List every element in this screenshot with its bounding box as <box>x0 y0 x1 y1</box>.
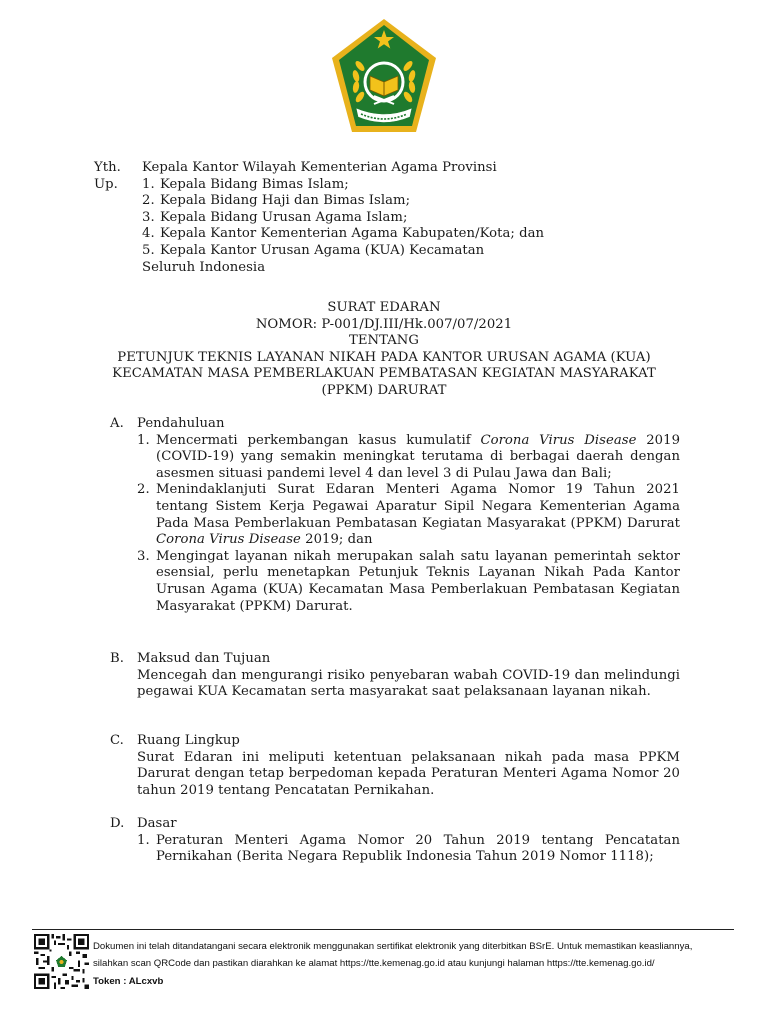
qr-code-icon[interactable] <box>34 934 89 989</box>
signature-notice-line: Dokumen ini telah ditandatangani secara elektronik menggunakan sertifikat elektronik yang diterbitkan BSrE. Untuk memastikan keasliannya, <box>93 941 693 952</box>
document-title <box>80 300 688 400</box>
address-item-row <box>94 210 694 227</box>
section-letter: D. <box>110 816 125 831</box>
section-heading <box>110 416 680 433</box>
section-title: Pendahuluan <box>137 416 225 431</box>
list-item-text: Menindaklanjuti Surat Edaran Menteri Agama Nomor 19 Tahun 2021 tentang Sistem Kerja Pegawai Aparatur Sipil Negara Kementerian Agama Pada Masa Pemberlakuan Pembatasan Kegiatan Masyarakat (PPKM) Darurat Corona Virus Disease 2019; dan <box>156 482 680 548</box>
list-item-number: 1. <box>137 432 150 448</box>
section-c <box>110 733 680 799</box>
list-item-text: Peraturan Menteri Agama Nomor 20 Tahun 2019 tentang Pencatatan Pernikahan (Berita Negara Republik Indonesia Tahun 2019 Nomor 1118); <box>156 832 680 865</box>
section-d <box>110 816 680 866</box>
yth-label: Yth. <box>94 160 121 175</box>
section-title: Ruang Lingkup <box>137 733 240 748</box>
address-item-text: Kepala Kantor Kementerian Agama Kabupaten/Kota; dan <box>160 226 545 242</box>
section-heading <box>110 651 680 668</box>
verification-token: Token : ALcxvb <box>93 975 164 987</box>
address-item-text: Kepala Kantor Urusan Agama (KUA) Kecamatan <box>160 242 485 258</box>
section-title: Maksud dan Tujuan <box>137 651 271 666</box>
section-body <box>110 833 680 866</box>
yth-text: Kepala Kantor Wilayah Kementerian Agama Provinsi <box>142 160 497 175</box>
list-item-text: Mencermati perkembangan kasus kumulatif Corona Virus Disease 2019 (COVID-19) yang semakin meningkat terutama di berbagai daerah dengan asesmen situasi pandemi level 4 dan level 3 di Pulau Jawa dan Bali; <box>156 432 681 481</box>
address-item-row <box>94 226 694 243</box>
section-title: Dasar <box>137 816 177 831</box>
list-item <box>137 433 680 483</box>
address-item-number: 1. <box>142 176 155 192</box>
section-letter: C. <box>110 733 124 748</box>
section-body <box>110 433 680 616</box>
section-b <box>110 651 680 701</box>
signature-notice-line: silahkan scan QRCode dan pastikan diarahkan ke alamat https://tte.kemenag.go.id atau kunjungi halaman https://tte.kemenag.go.id/ <box>93 958 655 970</box>
title-line: SURAT EDARAN <box>327 300 441 315</box>
title-line: TENTANG <box>349 333 419 349</box>
address-yth-row <box>94 160 694 177</box>
address-item-row <box>94 193 694 210</box>
address-item-number: 4. <box>142 226 155 242</box>
list-item-text: Mengingat layanan nikah merupakan salah satu layanan pemerintah sektor esensial, perlu menetapkan Petunjuk Teknis Layanan Nikah Pada Kantor Urusan Agama (KUA) Kecamatan Masa Pemberlakuan Pembatasan Kegiatan Masyarakat (PPKM) Darurat. <box>156 548 680 614</box>
section-heading <box>110 733 680 750</box>
signature-notice <box>93 938 733 990</box>
section-heading <box>110 816 680 833</box>
list-item-number: 3. <box>137 548 150 564</box>
up-label: Up. <box>94 176 118 192</box>
title-number: NOMOR: P-001/DJ.III/Hk.007/07/2021 <box>255 316 513 332</box>
list-item <box>137 549 680 615</box>
title-subject: PETUNJUK TEKNIS LAYANAN NIKAH PADA KANTOR URUSAN AGAMA (KUA) <box>117 349 651 365</box>
list-item-number: 2. <box>137 482 150 498</box>
section-body: Surat Edaran ini meliputi ketentuan pelaksanaan nikah pada masa PPKM Darurat dengan tetap berpedoman kepada Peraturan Menteri Agama Nomor 20 tahun 2019 tentang Pencatatan Pernikahan. <box>137 749 680 798</box>
title-subject: (PPKM) DARURAT <box>321 382 447 398</box>
title-subject: KECAMATAN MASA PEMBERLAKUAN PEMBATASAN KEGIATAN MASYARAKAT <box>112 366 656 382</box>
address-item-text: Kepala Bidang Haji dan Bimas Islam; <box>160 193 411 209</box>
section-body: Mencegah dan mengurangi risiko penyebaran wabah COVID-19 dan melindungi pegawai KUA Kecamatan serta masyarakat saat pelaksanaan layanan nikah. <box>137 667 680 700</box>
address-block <box>94 160 694 276</box>
address-item-text: Kepala Bidang Urusan Agama Islam; <box>160 209 408 225</box>
address-item-text: Kepala Bidang Bimas Islam; <box>160 176 349 192</box>
list-item <box>137 833 680 866</box>
address-closing-row <box>94 260 694 277</box>
list-item-number: 1. <box>137 832 150 848</box>
address-item-number: 3. <box>142 209 155 225</box>
address-item-number: 2. <box>142 193 155 209</box>
address-item-row <box>94 243 694 260</box>
kemenag-emblem-logo <box>330 16 438 136</box>
address-item-number: 5. <box>142 242 155 258</box>
address-closing: Seluruh Indonesia <box>142 259 266 275</box>
address-item-row <box>94 177 694 194</box>
section-letter: A. <box>110 416 124 431</box>
section-letter: B. <box>110 651 124 666</box>
section-a <box>110 416 680 615</box>
footer-divider <box>32 929 734 930</box>
list-item <box>137 482 680 548</box>
